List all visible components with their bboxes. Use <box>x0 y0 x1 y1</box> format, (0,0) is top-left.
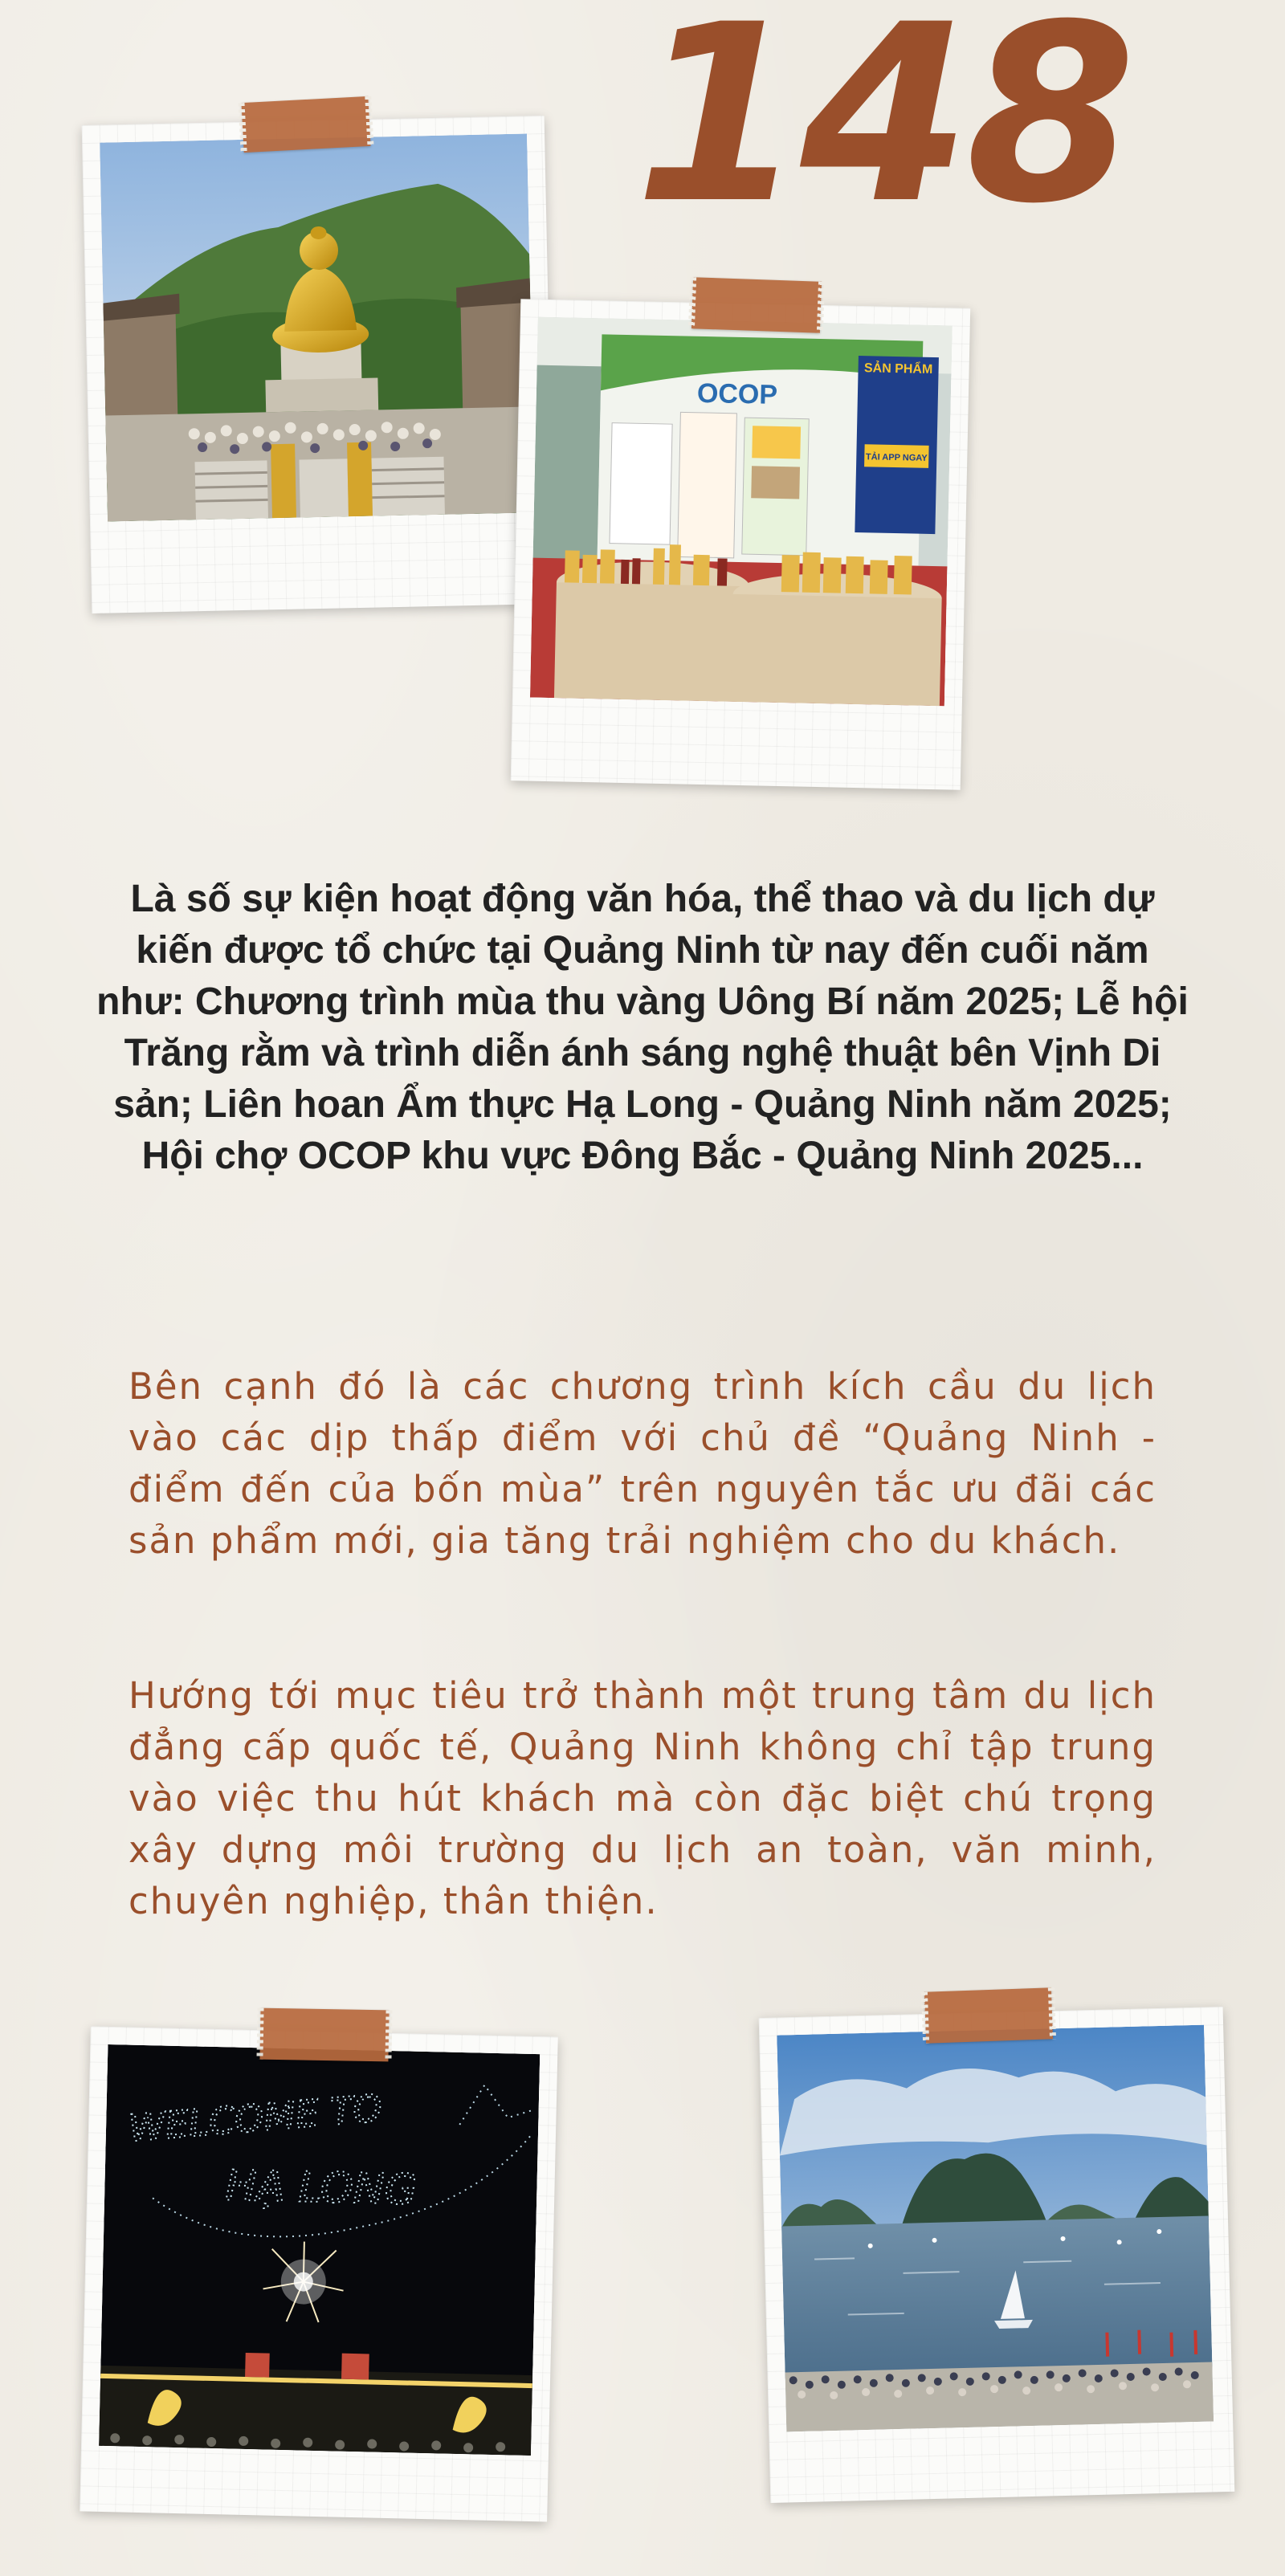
tape-strip <box>691 277 822 333</box>
ocop-banner-text: SẢN PHẨM <box>863 361 933 377</box>
body-paragraph-2: Hướng tới mục tiêu trở thành một trung tâm du lịch đẳng cấp quốc tế, Quảng Ninh không chỉ tập trung vào việc thu hút khách mà còn đặc biệt chú trọng xây dựng môi trường du lịch an toàn, văn minh, chuyên nghiệp, thân thiện. <box>128 1674 1156 1922</box>
tape-strip <box>259 2008 389 2062</box>
ocop-logo-text: OCOP <box>696 377 778 410</box>
headline-number: 148 <box>634 0 1132 257</box>
polaroid-ocop-fair <box>511 299 970 790</box>
photo-ocop-fair-booth <box>530 317 953 707</box>
photo-drone-light-show <box>99 2044 540 2456</box>
ocop-app-text: TẢI APP NGAY <box>865 452 928 463</box>
highlight-paragraph: Là số sự kiện hoạt động văn hóa, thể thao và du lịch dự kiến được tổ chức tại Quảng Ninh từ nay đến cuối năm như: Chương trình mùa thu vàng Uông Bí năm 2025; Lễ hội Trăng rằm và trình diễn ánh sáng nghệ thuật bên Vịnh Di sản; Liên hoan Ẩm thực Hạ Long - Quảng Ninh năm 2025; Hội chợ OCOP khu vực Đông Bắc - Quảng Ninh 2025... <box>96 878 1189 1177</box>
photo-halong-bay-sailing <box>777 2025 1214 2432</box>
photo-golden-buddha-statue <box>100 133 535 521</box>
polaroid-halong-bay <box>759 2007 1235 2503</box>
body-paragraph-1: Bên cạnh đó là các chương trình kích cầu du lịch vào các dịp thấp điểm với chủ đề “Quảng Ninh - điểm đến của bốn mùa” trên nguyên tắc ưu đãi các sản phẩm mới, gia tăng trải nghiệm cho du khách. <box>128 1365 1156 1562</box>
polaroid-drone-show <box>80 2026 558 2521</box>
polaroid-buddha <box>82 116 555 613</box>
drone-text-welcome: WELCOME TO <box>127 2085 384 2150</box>
tape-strip <box>241 96 370 153</box>
drone-text-halong: HẠ LONG <box>224 2162 418 2215</box>
tape-strip <box>924 1987 1053 2043</box>
